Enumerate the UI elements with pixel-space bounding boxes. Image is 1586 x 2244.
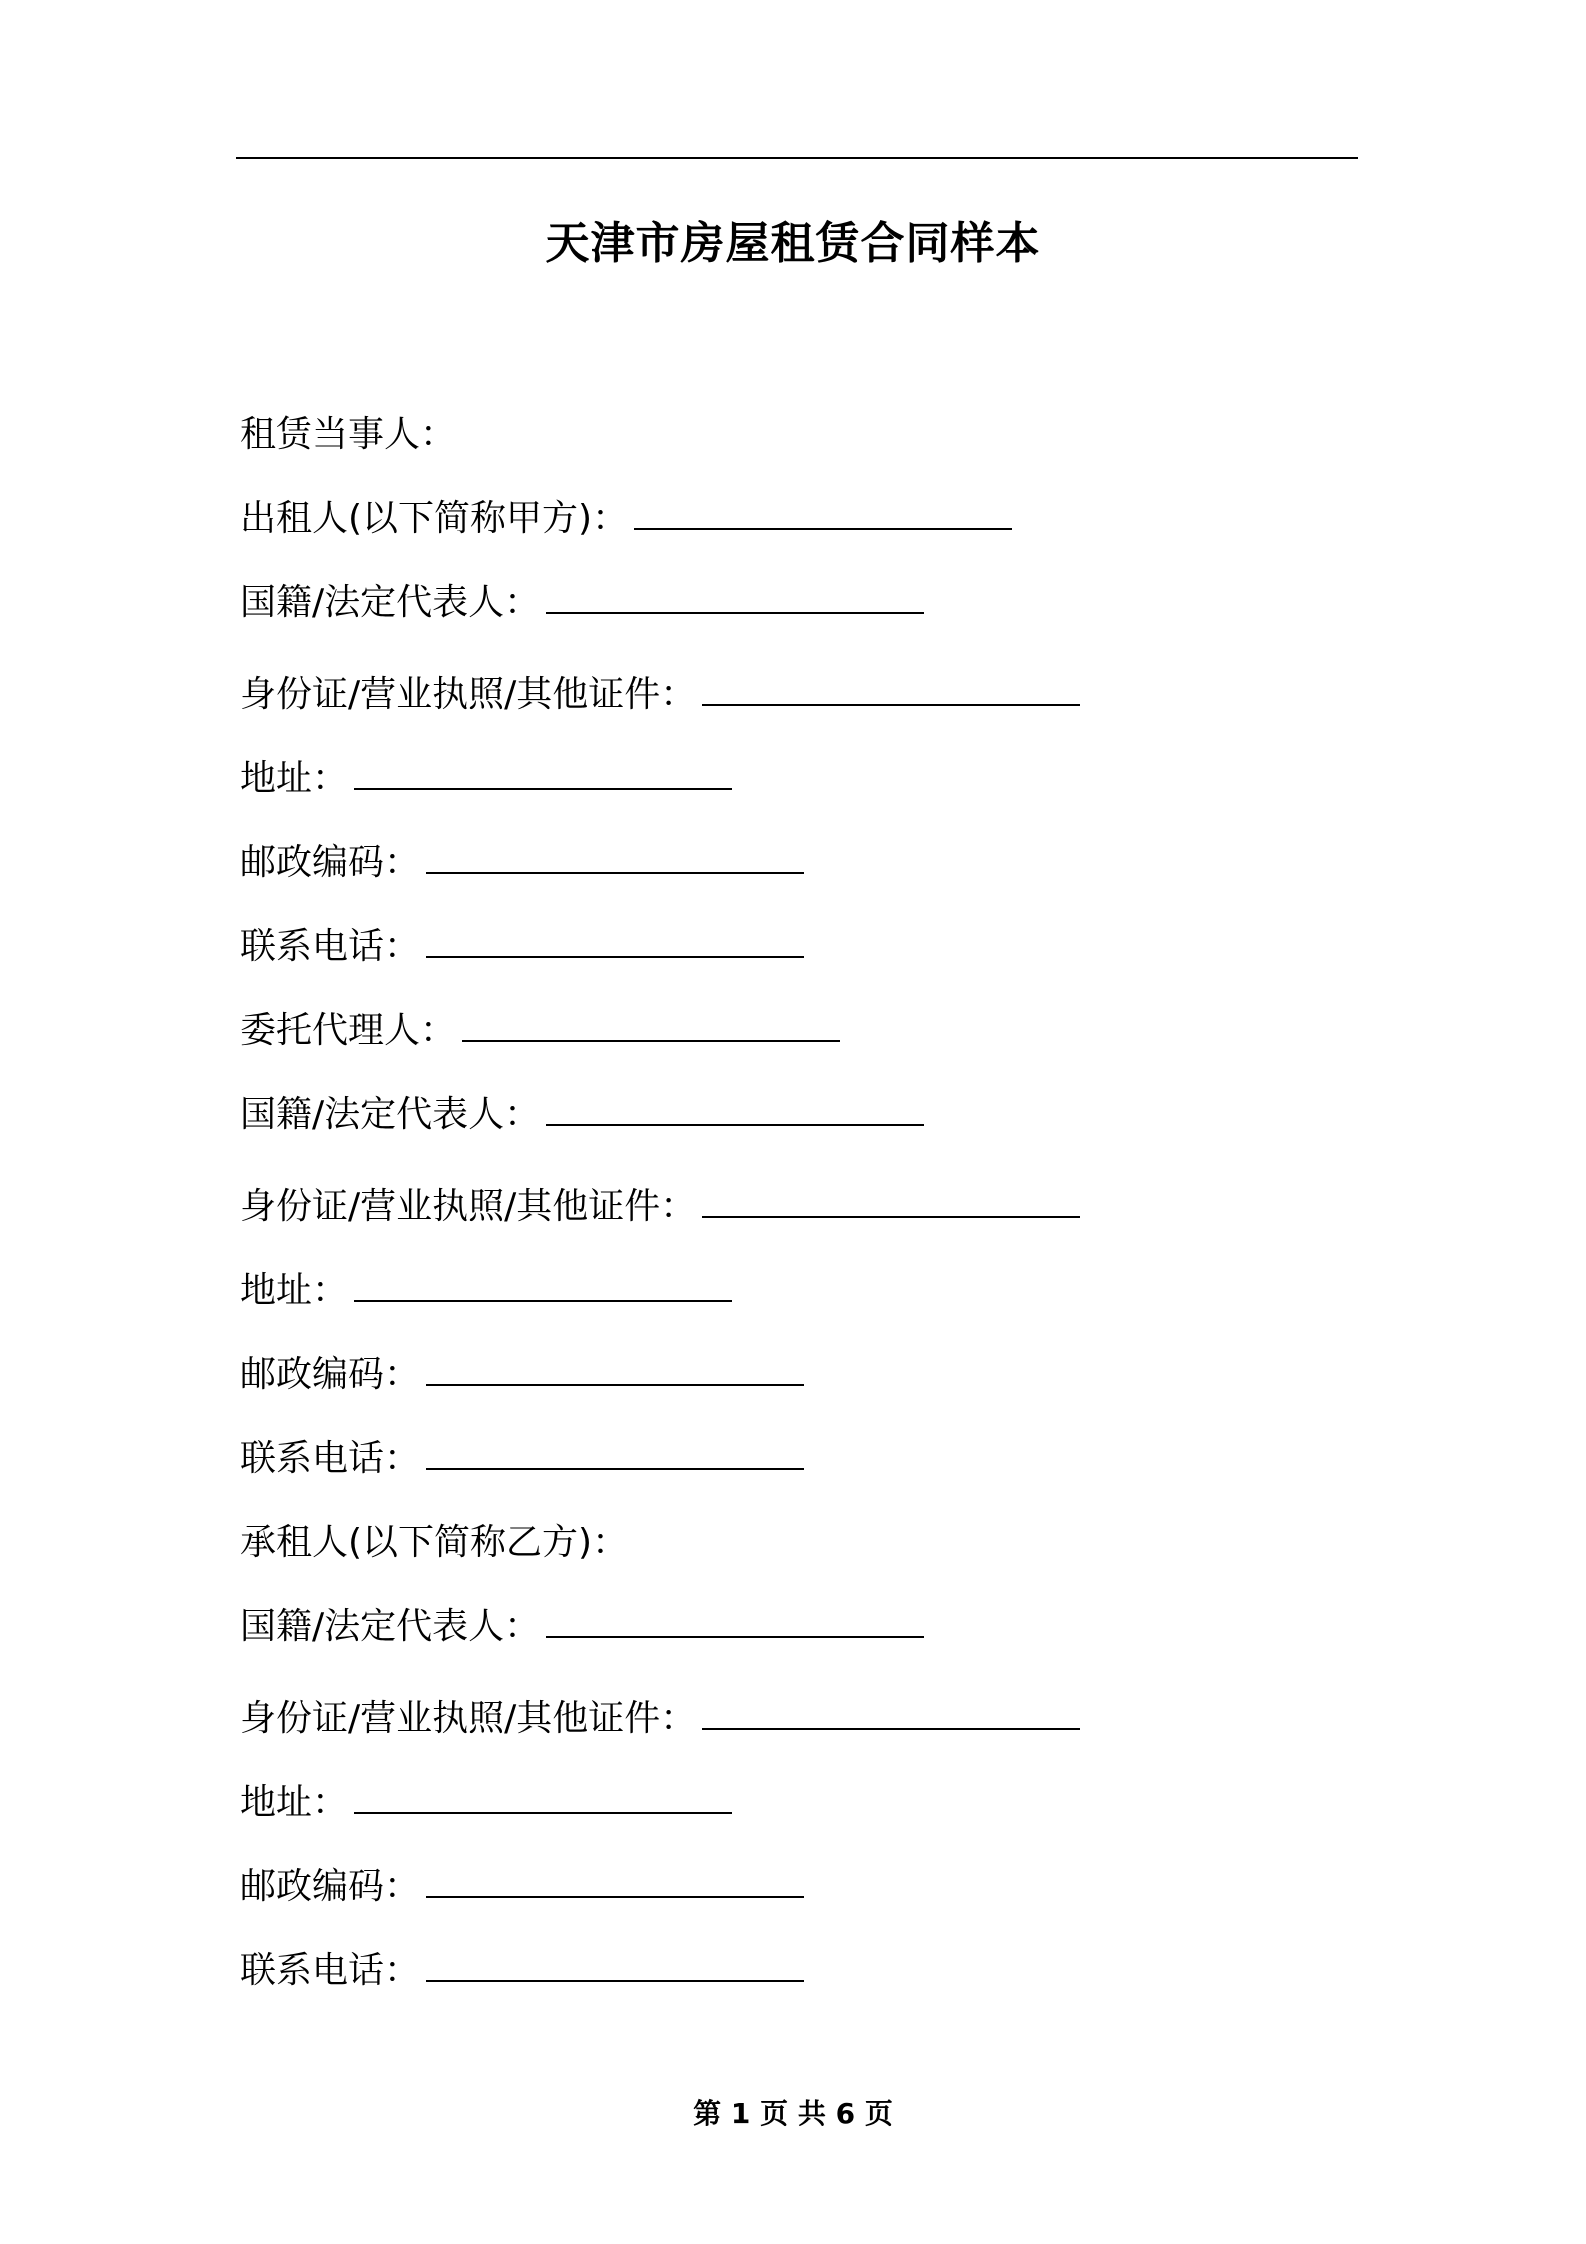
field-line bbox=[240, 749, 1340, 833]
field-line bbox=[240, 1001, 1340, 1085]
fill-in-blank[interactable] bbox=[702, 1698, 1080, 1730]
fill-in-blank[interactable] bbox=[426, 926, 804, 958]
fill-in-blank[interactable] bbox=[462, 1010, 840, 1042]
field-line bbox=[240, 1773, 1340, 1857]
field-line bbox=[240, 405, 1340, 489]
field-label: 邮政编码： bbox=[240, 1866, 421, 1907]
fill-in-blank[interactable] bbox=[546, 1606, 924, 1638]
fill-in-blank[interactable] bbox=[426, 1866, 804, 1898]
field-label: 邮政编码： bbox=[240, 1354, 421, 1395]
field-line bbox=[240, 573, 1340, 665]
field-line bbox=[240, 1345, 1340, 1429]
field-label: 联系电话： bbox=[240, 1950, 421, 1991]
field-label: 联系电话： bbox=[240, 1438, 421, 1479]
field-label: 身份证/营业执照/其他证件： bbox=[240, 674, 697, 715]
field-label: 身份证/营业执照/其他证件： bbox=[240, 1186, 697, 1227]
field-line bbox=[240, 1941, 1340, 2025]
field-label: 邮政编码： bbox=[240, 842, 421, 883]
fill-in-blank[interactable] bbox=[546, 1094, 924, 1126]
fill-in-blank[interactable] bbox=[426, 842, 804, 874]
fill-in-blank[interactable] bbox=[354, 758, 732, 790]
header-rule bbox=[236, 157, 1358, 159]
fill-in-blank[interactable] bbox=[426, 1354, 804, 1386]
field-line bbox=[240, 833, 1340, 917]
field-line bbox=[240, 1085, 1340, 1177]
document-title: 天津市房屋租赁合同样本 bbox=[545, 218, 1041, 269]
field-label: 国籍/法定代表人： bbox=[240, 582, 541, 623]
field-label: 地址： bbox=[240, 1782, 349, 1823]
fill-in-blank[interactable] bbox=[426, 1950, 804, 1982]
field-line bbox=[240, 1689, 1340, 1773]
field-line bbox=[240, 1261, 1340, 1345]
field-label: 委托代理人： bbox=[240, 1010, 457, 1051]
field-line bbox=[240, 1857, 1340, 1941]
field-line bbox=[240, 665, 1340, 749]
field-line bbox=[240, 1429, 1340, 1513]
fill-in-blank[interactable] bbox=[426, 1438, 804, 1470]
field-label: 身份证/营业执照/其他证件： bbox=[240, 1698, 697, 1739]
fill-in-blank[interactable] bbox=[546, 582, 924, 614]
party-field-list bbox=[240, 405, 1340, 2025]
fill-in-blank[interactable] bbox=[702, 674, 1080, 706]
page-number-footer: 第 1 页 共 6 页 bbox=[693, 2097, 893, 2130]
field-line bbox=[240, 1177, 1340, 1261]
fill-in-blank[interactable] bbox=[354, 1782, 732, 1814]
field-line bbox=[240, 1513, 1340, 1597]
field-label: 国籍/法定代表人： bbox=[240, 1094, 541, 1135]
field-label: 出租人(以下简称甲方)： bbox=[240, 498, 629, 539]
field-label: 地址： bbox=[240, 758, 349, 799]
fill-in-blank[interactable] bbox=[634, 498, 1012, 530]
field-line bbox=[240, 489, 1340, 573]
field-line bbox=[240, 917, 1340, 1001]
fill-in-blank[interactable] bbox=[702, 1186, 1080, 1218]
field-label: 承租人(以下简称乙方)： bbox=[240, 1522, 629, 1563]
fill-in-blank[interactable] bbox=[354, 1270, 732, 1302]
field-line bbox=[240, 1597, 1340, 1689]
field-label: 租赁当事人： bbox=[240, 414, 457, 455]
field-label: 地址： bbox=[240, 1270, 349, 1311]
field-label: 联系电话： bbox=[240, 926, 421, 967]
field-label: 国籍/法定代表人： bbox=[240, 1606, 541, 1647]
